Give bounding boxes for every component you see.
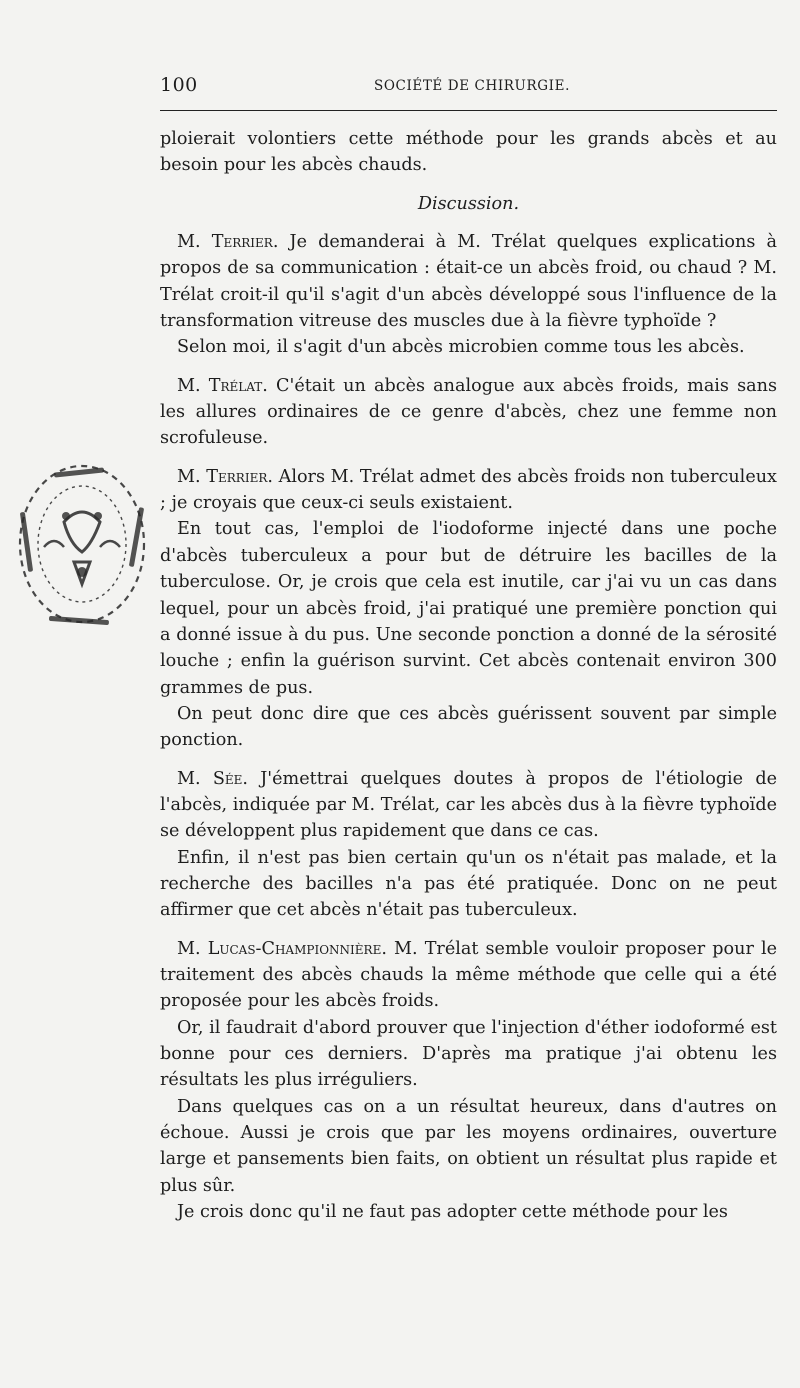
speaker-terrier: M. Terrier.	[177, 232, 279, 253]
paragraph-lucas-continued-1: Or, il faudrait d'abord prouver que l'injection d'éther iodoformé est bonne pour ces derniers. D'après ma pratique j'ai obtenu les résultats les plus irréguliers.	[160, 1017, 777, 1091]
paragraph-lucas-continued-3: Je crois donc qu'il ne faut pas adopter cette méthode pour les	[177, 1202, 728, 1223]
speaker-lucas-championniere: M. Lucas-Championnière.	[177, 938, 387, 959]
running-title: SOCIÉTÉ DE CHIRURGIE.	[374, 78, 570, 94]
paragraph-see	[160, 766, 777, 845]
header-rule	[160, 110, 777, 111]
paragraph-terrier-1-continued: Selon moi, il s'agit d'un abcès microbien comme tous les abcès.	[177, 337, 745, 358]
paragraph-terrier-2-continued-1: En tout cas, l'emploi de l'iodoforme injecté dans une poche d'abcès tuberculeux a pour but de détruire les bacilles de la tuberculose. Or, je crois que cela est inutile, car j'ai vu un cas dans lequel, pour un abcès froid, j'ai pratiqué une première ponction qui a donné issue à du pus. Une seconde ponction a donné de la sérosité louche ; enfin la guérison survint. Cet abcès contenait environ 300 grammes de pus.	[160, 519, 777, 698]
paragraph-text: J'émettrai quelques doutes à propos de l'étiologie de l'abcès, indiquée par M. Trélat, car les abcès dus à la fièvre typhoïde se développent plus rapidement que dans ce cas.	[160, 768, 777, 842]
paragraph-see-continued: Enfin, il n'est pas bien certain qu'un os n'était pas malade, et la recherche des bacilles n'a pas été pratiquée. Donc on ne peut affirmer que cet abcès n'était pas tuberculeux.	[160, 847, 777, 921]
speaker-terrier: M. Terrier.	[177, 466, 273, 487]
article-body	[160, 126, 777, 1225]
speaker-see: M. Sée.	[177, 768, 249, 789]
paragraph-terrier-2	[160, 464, 777, 517]
page-header	[160, 74, 777, 100]
paragraph-terrier-2-continued-2: On peut donc dire que ces abcès guérissent souvent par simple ponction.	[160, 703, 777, 751]
paragraph-text: Alors M. Trélat admet des abcès froids non tuberculeux ; je croyais que ceux-ci seuls existaient.	[160, 466, 777, 514]
paragraph-text: C'était un abcès analogue aux abcès froids, mais sans les allures ordinaires de ce genre d'abcès, chez une femme non scrofuleuse.	[160, 375, 777, 449]
section-heading-discussion: Discussion.	[417, 193, 520, 214]
library-stamp-icon	[4, 452, 154, 632]
paragraph-text: Je demanderai à M. Trélat quelques explications à propos de sa communication : était-ce un abcès froid, ou chaud ? M. Trélat croit-il qu'il s'agit d'un abcès développé sous l'influence de la transformation vitreuse des muscles due à la fièvre typhoïde ?	[160, 232, 777, 332]
paragraph-continuation: ploierait volontiers cette méthode pour les grands abcès et au besoin pour les abcès chauds.	[160, 129, 777, 176]
paragraph-lucas-continued-2: Dans quelques cas on a un résultat heureux, dans d'autres on échoue. Aussi je crois que par les moyens ordinaires, ouverture large et pansements bien faits, on obtient un résultat plus rapide et plus sûr.	[160, 1096, 777, 1196]
paragraph-terrier-1	[160, 229, 777, 334]
speaker-trelat: M. Trélat.	[177, 375, 268, 396]
paragraph-lucas-championniere	[160, 936, 777, 1015]
page-number: 100	[160, 74, 198, 96]
paragraph-text: M. Trélat semble vouloir proposer pour le traitement des abcès chauds la même méthode que celle qui a été proposée pour les abcès froids.	[160, 938, 777, 1012]
paragraph-trelat	[160, 373, 777, 452]
